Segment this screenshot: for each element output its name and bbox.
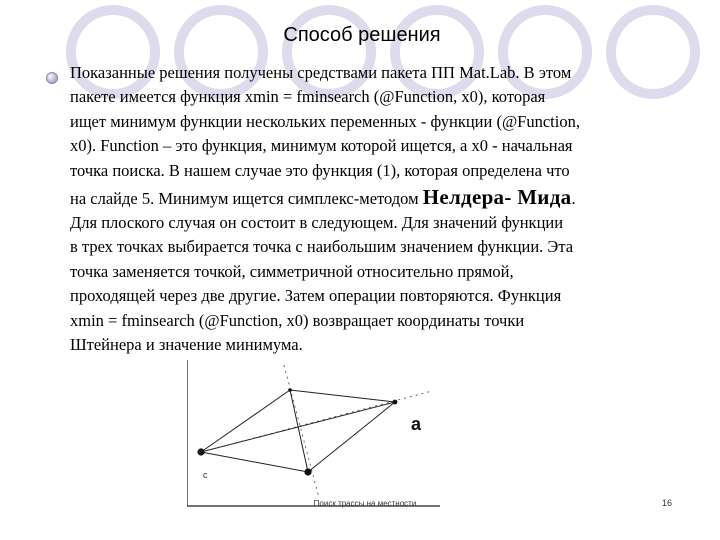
bullet-icon	[46, 72, 58, 84]
dashed-line-vertical	[284, 365, 319, 498]
body-line: точка поиска. В нашем случае это функция (1), которая определена что	[70, 160, 570, 180]
vertex-right	[393, 400, 398, 405]
body-line: в трех точках выбирается точка с наибольшим значением функции. Эта	[70, 237, 574, 257]
edge-bottom-right	[308, 402, 395, 472]
label-c: c	[203, 470, 208, 480]
body-line: x0). Function – это функция, минимум которой ищется, а x0 - начальная	[70, 136, 573, 156]
body-line: ищет минимум функции нескольких переменных - функции (@Function,	[70, 111, 580, 131]
slide-title: Способ решения	[283, 24, 441, 46]
method-suffix: .	[571, 188, 576, 208]
edge-top-bottom	[290, 390, 308, 472]
simplex-figure	[187, 360, 440, 507]
method-name: Нелдера- Мида	[422, 184, 572, 209]
body-line: Для плоского случая он состоит в следующем. Для значений функции	[70, 212, 564, 232]
body-line: Показанные решения получены средствами пакета ПП Mat.Lab. В этом	[70, 63, 572, 82]
page-number: 16	[662, 498, 673, 508]
slide-body	[70, 61, 702, 357]
body-line: пакете имеется функция xmin = fminsearch (@Function, x0), которая	[70, 87, 546, 107]
edge-c-top	[201, 390, 290, 452]
body-line: xmin = fminsearch (@Function, x0) возвращает координаты точки	[70, 310, 525, 330]
body-line: проходящей через две другие. Затем операции повторяются. Функция	[70, 286, 562, 306]
footer-text: Поиск трассы на местности	[313, 499, 417, 508]
body-line-method	[70, 183, 702, 211]
edge-c-bottom	[201, 452, 308, 472]
method-prefix: на слайде 5. Минимум ищется симплекс-методом	[70, 188, 423, 208]
vertex-bottom	[304, 468, 311, 475]
label-a: a	[411, 414, 422, 434]
body-line: точка заменяется точкой, симметричной относительно прямой,	[70, 261, 514, 281]
vertex-c	[197, 448, 204, 455]
body-line: Штейнера и значение минимума.	[70, 334, 303, 354]
edge-top-right	[290, 390, 395, 402]
vertex-top	[288, 388, 292, 392]
